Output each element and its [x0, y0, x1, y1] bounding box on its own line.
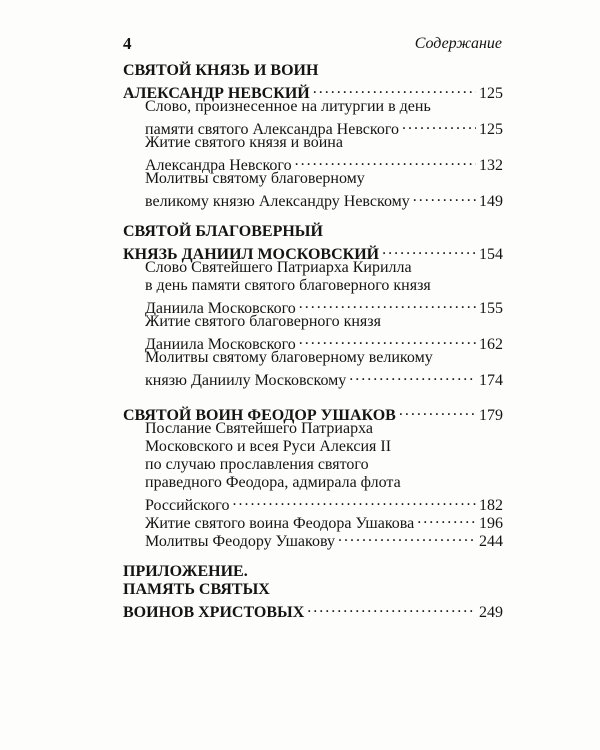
- toc-entry-line: [123, 152, 503, 174]
- section-title-text: СВЯТОЙ КНЯЗЬ И ВОИН: [123, 62, 319, 79]
- page-ref: 154: [479, 246, 503, 263]
- page-ref: 162: [479, 336, 503, 353]
- toc-entry-line: [123, 349, 503, 367]
- toc-entry-line: [123, 116, 503, 138]
- toc-section: [123, 563, 503, 621]
- toc-entry-line: [123, 98, 503, 116]
- section-title-line: [123, 223, 503, 241]
- section-title-line: [123, 599, 503, 621]
- toc-entry-text: Молитвы святому благоверному: [145, 170, 365, 187]
- toc-entry-text: Александра Невского: [145, 157, 292, 174]
- section-title-line: [123, 241, 503, 263]
- toc-entry-line: [123, 331, 503, 353]
- toc-entry-line: [123, 188, 503, 210]
- page-number: 4: [123, 34, 132, 53]
- toc-entry-line: [123, 367, 503, 389]
- section-title-text: ПРИЛОЖЕНИЕ.: [123, 563, 248, 580]
- toc-entry-line: [123, 170, 503, 188]
- toc-entry-text: великому князю Александру Невскому: [145, 193, 410, 210]
- toc-entry-line: [123, 438, 503, 456]
- dot-leader: [295, 152, 476, 170]
- section-title-text: СВЯТОЙ БЛАГОВЕРНЫЙ: [123, 223, 323, 240]
- toc-entry-line: [123, 295, 503, 317]
- toc-entry-text: князю Даниилу Московскому: [145, 372, 347, 389]
- dot-leader: [232, 492, 476, 510]
- dot-leader: [413, 188, 476, 206]
- section-title-text: СВЯТОЙ ВОИН ФЕОДОР УШАКОВ: [123, 407, 396, 424]
- section-title-line: [123, 62, 503, 80]
- toc-entry-text: по случаю прославления святого: [145, 456, 369, 473]
- page-ref: 149: [479, 193, 503, 210]
- toc-entry-text: Слово Святейшего Патриарха Кирилла: [145, 259, 412, 276]
- dot-leader: [313, 80, 476, 98]
- running-head: Содержание: [414, 35, 502, 52]
- dot-leader: [307, 599, 476, 617]
- toc-entry-text: Молитвы святому благоверному великому: [145, 349, 433, 366]
- toc-entry-line: [123, 277, 503, 295]
- dot-leader: [417, 510, 476, 528]
- dot-leader: [299, 331, 476, 349]
- page-ref: 244: [479, 533, 503, 550]
- page-ref: 125: [479, 121, 503, 138]
- toc-entry-text: праведного Феодора, адмирала флота: [145, 474, 401, 491]
- page-ref: 249: [479, 604, 503, 621]
- section-title-text: ВОИНОВ ХРИСТОВЫХ: [123, 604, 305, 621]
- toc-section: [123, 223, 503, 389]
- toc-entry-line: [123, 474, 503, 492]
- toc-entry-text: Даниила Московского: [145, 300, 296, 317]
- page-ref: 125: [479, 85, 503, 102]
- toc-entry-line: [123, 259, 503, 277]
- section-title-line: [123, 80, 503, 102]
- toc-entry-text: Московского и всея Руси Алексия II: [145, 438, 392, 455]
- table-of-contents: [123, 62, 503, 634]
- toc-section: [123, 62, 503, 210]
- toc-entry-text: Российского: [145, 497, 230, 514]
- page-ref: 174: [479, 372, 503, 389]
- toc-entry-text: Житие святого воина Феодора Ушакова: [145, 515, 415, 532]
- toc-entry-line: [123, 134, 503, 152]
- dot-leader: [382, 241, 476, 259]
- section-title-text: АЛЕКСАНДР НЕВСКИЙ: [123, 85, 310, 102]
- section-title-text: ПАМЯТЬ СВЯТЫХ: [123, 581, 270, 598]
- toc-entry-text: в день памяти святого благоверного князя: [145, 277, 431, 294]
- dot-leader: [402, 116, 476, 134]
- dot-leader: [338, 528, 476, 546]
- toc-entry-line: [123, 492, 503, 514]
- toc-entry-line: [123, 456, 503, 474]
- dot-leader: [399, 402, 476, 420]
- page-ref: 182: [479, 497, 503, 514]
- toc-entry-text: Житие святого благоверного князя: [145, 313, 381, 330]
- dot-leader: [299, 295, 476, 313]
- dot-leader: [349, 367, 476, 385]
- toc-entry-line: [123, 313, 503, 331]
- page-ref: 196: [479, 515, 503, 532]
- page-ref: 179: [479, 407, 503, 424]
- toc-section: [123, 402, 503, 550]
- toc-entry-text: Молитвы Феодору Ушакову: [145, 533, 335, 550]
- section-title-text: КНЯЗЬ ДАНИИЛ МОСКОВСКИЙ: [123, 246, 380, 263]
- toc-entry-line: [123, 420, 503, 438]
- toc-entry-text: памяти святого Александра Невского: [145, 121, 400, 138]
- page-ref: 155: [479, 300, 503, 317]
- toc-entry-text: Житие святого князя и воина: [145, 134, 343, 151]
- section-title-line: [123, 581, 503, 599]
- section-title-line: [123, 563, 503, 581]
- toc-entry-text: Слово, произнесенное на литургии в день: [145, 98, 431, 115]
- page-ref: 132: [479, 157, 503, 174]
- toc-entry-text: Даниила Московского: [145, 336, 296, 353]
- toc-entry-text: Послание Святейшего Патриарха: [145, 420, 373, 437]
- section-title-line: [123, 402, 503, 424]
